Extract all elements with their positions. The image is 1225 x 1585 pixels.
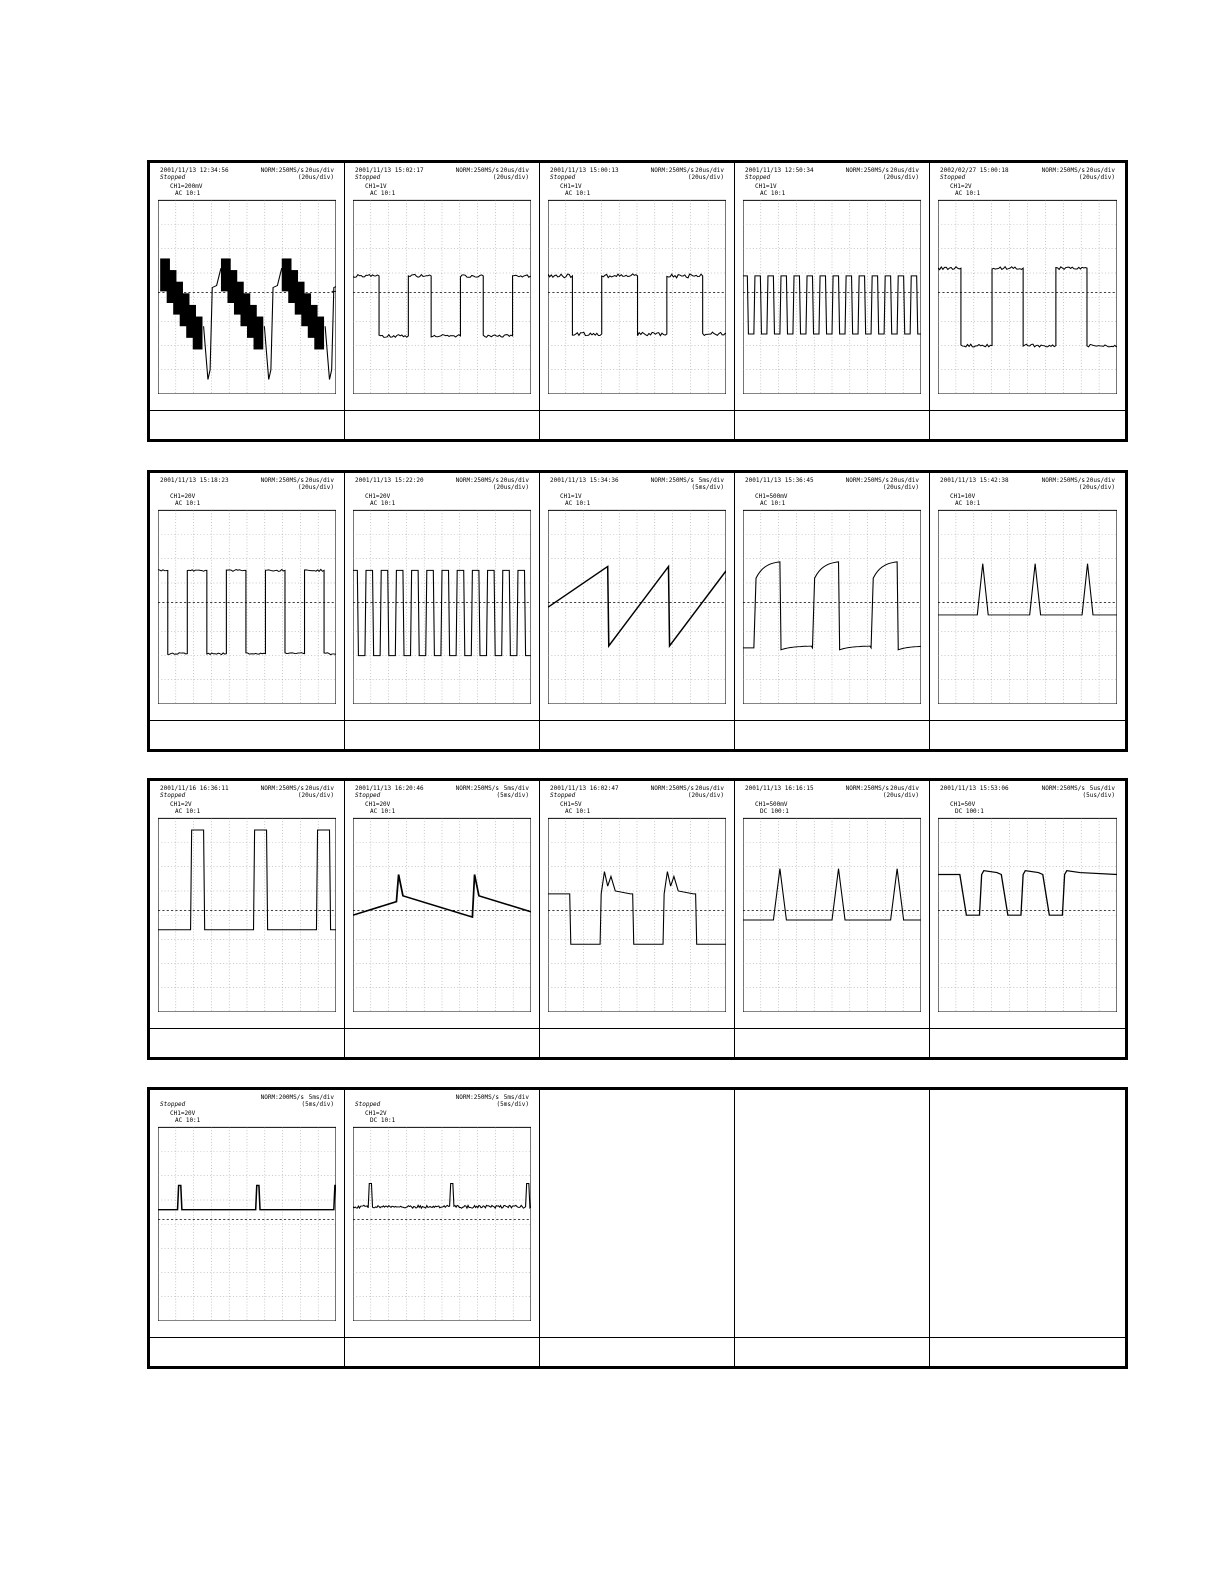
scope-timebase: 20us/div [890, 167, 919, 174]
scope-capture [930, 163, 1125, 410]
scope-channel: CH1=500mV [755, 493, 788, 500]
scope-timebase: 5ms/div [503, 1094, 529, 1101]
caption-cell [930, 1028, 1125, 1057]
scope-status: Stopped [355, 174, 381, 181]
scope-timebase-setting: (20us/div) [1078, 174, 1115, 181]
scope-sample-rate: NORM:250MS/s [455, 785, 499, 792]
scope-sample-rate: NORM:250MS/s [455, 1094, 499, 1101]
caption-cell [930, 410, 1125, 439]
scope-timebase: 20us/div [890, 477, 919, 484]
scope-status: Stopped [160, 174, 186, 181]
scope-channel: CH1=500mV [755, 801, 788, 808]
scope-capture [930, 473, 1125, 720]
scope-timebase: 20us/div [305, 167, 334, 174]
scope-graticule [548, 799, 726, 1012]
scope-coupling: DC 100:1 [760, 808, 789, 815]
caption-cell [540, 720, 735, 749]
scope-coupling: AC 10:1 [175, 808, 201, 815]
scope-channel: CH1=1V [560, 493, 582, 500]
scope-timestamp: 2001/11/13 15:34:36 [550, 477, 619, 484]
scope-graticule [548, 181, 726, 394]
scope-timebase-setting: (20us/div) [882, 174, 919, 181]
scope-sample-rate: NORM:200MS/s [260, 1094, 304, 1101]
scope-status: Stopped [355, 1101, 381, 1108]
scope-timebase-setting: (5ms/div) [691, 484, 724, 491]
scope-status: Stopped [160, 792, 186, 799]
scope-capture [540, 163, 735, 410]
scope-sample-rate: NORM:250MS/s [1041, 167, 1085, 174]
waveform-plot [548, 491, 726, 704]
waveform-trace [548, 274, 725, 336]
waveform-plot [743, 799, 921, 1012]
scope-coupling: DC 100:1 [955, 808, 984, 815]
scope-channel: CH1=5V [560, 801, 582, 808]
scope-capture [345, 1090, 540, 1337]
scope-channel: CH1=200mV [170, 183, 203, 190]
scope-timebase-setting: (20us/div) [297, 484, 334, 491]
scope-sample-rate: NORM:250MS/s [845, 167, 889, 174]
scope-timebase-setting: (20us/div) [687, 174, 724, 181]
scope-timestamp: 2001/11/13 15:53:06 [940, 785, 1009, 792]
scope-timebase: 5ms/div [698, 477, 724, 484]
caption-cell [345, 1028, 540, 1057]
scope-graticule [548, 491, 726, 704]
waveform-panel-4 [147, 1087, 1128, 1369]
waveform-plot [938, 181, 1117, 394]
scope-graticule [743, 491, 921, 704]
scope-graticule [158, 181, 336, 394]
scope-timebase-setting: (5ms/div) [301, 1101, 334, 1108]
scope-capture [930, 781, 1125, 1028]
scope-channel: CH1=2V [950, 183, 972, 190]
scope-timestamp: 2001/11/13 16:02:47 [550, 785, 619, 792]
scope-timestamp: 2001/11/13 15:00:13 [550, 167, 619, 174]
waveform-plot [158, 491, 336, 704]
waveform-plot [938, 491, 1117, 704]
scope-channel: CH1=50V [950, 801, 976, 808]
scope-sample-rate: NORM:250MS/s [260, 785, 304, 792]
scope-coupling: AC 10:1 [370, 808, 396, 815]
waveform-plot [158, 181, 336, 394]
scope-sample-rate: NORM:250MS/s [650, 477, 694, 484]
scope-status: Stopped [355, 792, 381, 799]
scope-timebase-setting: (5ms/div) [496, 1101, 529, 1108]
waveform-trace [353, 1184, 531, 1209]
scope-timebase-setting: (20us/div) [297, 174, 334, 181]
scope-capture [150, 473, 345, 720]
scope-coupling: AC 10:1 [175, 190, 201, 197]
scope-sample-rate: NORM:250MS/s [845, 477, 889, 484]
scope-sample-rate: NORM:250MS/s [455, 167, 499, 174]
scope-coupling: AC 10:1 [760, 500, 786, 507]
scope-capture [150, 1090, 345, 1337]
scope-channel: CH1=20V [365, 493, 391, 500]
scope-timestamp: 2001/11/16 16:36:11 [160, 785, 229, 792]
waveform-panel-3 [147, 778, 1128, 1060]
scope-timestamp: 2001/11/13 15:36:45 [745, 477, 814, 484]
caption-cell [540, 1337, 735, 1366]
waveform-plot [353, 799, 531, 1012]
scope-graticule [353, 799, 531, 1012]
scope-capture [735, 163, 930, 410]
scope-timebase-setting: (5us/div) [1082, 792, 1115, 799]
scope-channel: CH1=2V [365, 1110, 387, 1117]
scope-timebase-setting: (20us/div) [492, 174, 529, 181]
scope-timestamp: 2001/11/13 16:16:15 [745, 785, 814, 792]
scope-sample-rate: NORM:250MS/s [650, 167, 694, 174]
scope-sample-rate: NORM:250MS/s [1041, 785, 1085, 792]
scope-timestamp: 2001/11/13 15:22:20 [355, 477, 424, 484]
scope-sample-rate: NORM:250MS/s [260, 167, 304, 174]
scope-sample-rate: NORM:250MS/s [650, 785, 694, 792]
scope-capture [345, 781, 540, 1028]
waveform-plot [548, 799, 726, 1012]
scope-capture [735, 473, 930, 720]
scope-capture [540, 473, 735, 720]
caption-cell [735, 410, 930, 439]
scope-channel: CH1=1V [365, 183, 387, 190]
waveform-plot [743, 181, 921, 394]
scope-timebase-setting: (20us/div) [687, 792, 724, 799]
scope-coupling: DC 10:1 [370, 1117, 396, 1124]
scope-coupling: AC 10:1 [370, 190, 396, 197]
caption-cell [735, 1337, 930, 1366]
scope-coupling: AC 10:1 [565, 500, 591, 507]
scope-status: Stopped [550, 792, 576, 799]
caption-cell [735, 1028, 930, 1057]
scope-timebase-setting: (20us/div) [297, 792, 334, 799]
empty-cell [540, 1090, 735, 1337]
scope-coupling: AC 10:1 [565, 808, 591, 815]
caption-cell [930, 1337, 1125, 1366]
caption-cell [345, 410, 540, 439]
caption-cell [150, 410, 345, 439]
waveform-trace [160, 258, 336, 379]
scope-channel: CH1=20V [170, 1110, 196, 1117]
scope-timebase: 20us/div [695, 167, 724, 174]
scope-sample-rate: NORM:250MS/s [1041, 477, 1085, 484]
scope-timestamp: 2001/11/13 12:50:34 [745, 167, 814, 174]
scope-timebase-setting: (5ms/div) [496, 792, 529, 799]
scope-channel: CH1=20V [170, 493, 196, 500]
scope-capture [150, 163, 345, 410]
scope-coupling: AC 10:1 [175, 500, 201, 507]
caption-cell [735, 720, 930, 749]
caption-cell [540, 410, 735, 439]
empty-cell [735, 1090, 930, 1337]
waveform-plot [938, 799, 1117, 1012]
scope-channel: CH1=1V [560, 183, 582, 190]
waveform-plot [743, 491, 921, 704]
scope-coupling: AC 10:1 [175, 1117, 201, 1124]
scope-timebase: 5us/div [1089, 785, 1115, 792]
scope-status: Stopped [550, 174, 576, 181]
scope-timestamp: 2001/11/13 15:42:38 [940, 477, 1009, 484]
scope-channel: CH1=1V [755, 183, 777, 190]
scope-timebase: 20us/div [500, 477, 529, 484]
scope-graticule [353, 181, 531, 394]
scope-channel: CH1=2V [170, 801, 192, 808]
scope-capture [735, 781, 930, 1028]
scope-timestamp: 2001/11/13 16:20:46 [355, 785, 424, 792]
scope-coupling: AC 10:1 [760, 190, 786, 197]
caption-cell [345, 720, 540, 749]
waveform-panel-1 [147, 160, 1128, 442]
waveform-panel-2 [147, 470, 1128, 752]
scope-graticule [938, 491, 1117, 704]
scope-timebase-setting: (20us/div) [492, 484, 529, 491]
waveform-trace [938, 267, 1116, 347]
caption-cell [150, 720, 345, 749]
waveform-plot [158, 799, 336, 1012]
scope-timebase-setting: (20us/div) [882, 792, 919, 799]
scope-timebase-setting: (20us/div) [1078, 484, 1115, 491]
scope-timestamp: 2002/02/27 15:00:18 [940, 167, 1009, 174]
scope-timebase: 5ms/div [503, 785, 529, 792]
scope-status: Stopped [940, 174, 966, 181]
scope-timebase: 20us/div [695, 785, 724, 792]
scope-graticule [938, 799, 1117, 1012]
scope-graticule [353, 1108, 531, 1321]
empty-cell [930, 1090, 1125, 1337]
scope-graticule [158, 799, 336, 1012]
scope-coupling: AC 10:1 [370, 500, 396, 507]
scope-timebase: 20us/div [305, 477, 334, 484]
scope-coupling: AC 10:1 [955, 500, 981, 507]
scope-timebase: 5ms/div [308, 1094, 334, 1101]
scope-capture [345, 163, 540, 410]
scope-coupling: AC 10:1 [955, 190, 981, 197]
caption-cell [540, 1028, 735, 1057]
scope-graticule [158, 1108, 336, 1321]
scope-channel: CH1=10V [950, 493, 976, 500]
caption-cell [150, 1028, 345, 1057]
scope-timebase: 20us/div [1086, 477, 1115, 484]
scope-timebase-setting: (20us/div) [882, 484, 919, 491]
caption-cell [930, 720, 1125, 749]
scope-timestamp: 2001/11/13 15:02:17 [355, 167, 424, 174]
scope-capture [540, 781, 735, 1028]
scope-status: Stopped [745, 174, 771, 181]
waveform-trace [548, 567, 726, 646]
waveform-plot [353, 491, 531, 704]
waveform-plot [353, 181, 531, 394]
scope-timebase: 20us/div [890, 785, 919, 792]
waveform-plot [158, 1108, 336, 1321]
waveform-plot [548, 181, 726, 394]
scope-coupling: AC 10:1 [565, 190, 591, 197]
scope-graticule [743, 181, 921, 394]
scope-sample-rate: NORM:250MS/s [455, 477, 499, 484]
scope-capture [345, 473, 540, 720]
waveform-plot [353, 1108, 531, 1321]
caption-cell [150, 1337, 345, 1366]
caption-cell [345, 1337, 540, 1366]
scope-timestamp: 2001/11/13 12:34:56 [160, 167, 229, 174]
scope-capture [150, 781, 345, 1028]
scope-timebase: 20us/div [305, 785, 334, 792]
scope-timebase: 20us/div [1086, 167, 1115, 174]
scope-timestamp: 2001/11/13 15:18:23 [160, 477, 229, 484]
scope-graticule [938, 181, 1117, 394]
scope-sample-rate: NORM:250MS/s [260, 477, 304, 484]
scope-sample-rate: NORM:250MS/s [845, 785, 889, 792]
scope-status: Stopped [160, 1101, 186, 1108]
scope-graticule [158, 491, 336, 704]
scope-channel: CH1=20V [365, 801, 391, 808]
scope-graticule [353, 491, 531, 704]
scope-graticule [743, 799, 921, 1012]
scope-timebase: 20us/div [500, 167, 529, 174]
